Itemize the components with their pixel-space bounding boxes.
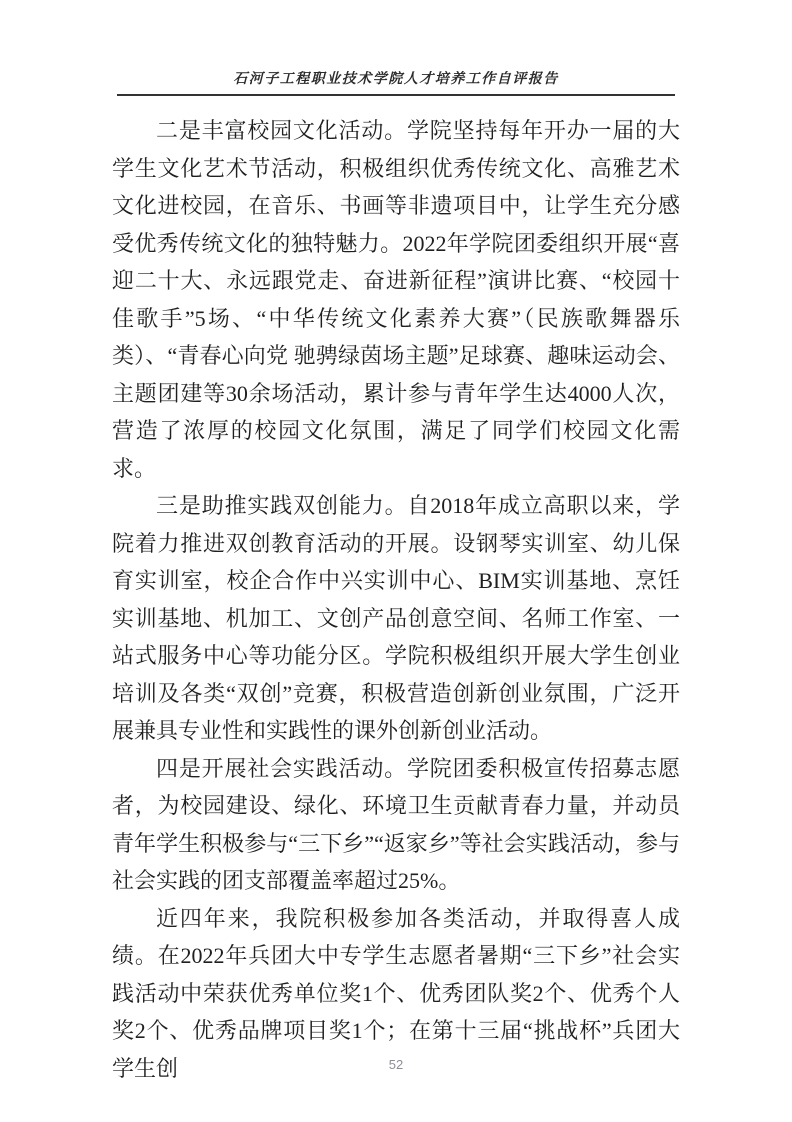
header-divider <box>117 94 675 96</box>
page-header <box>117 68 675 96</box>
page-footer <box>0 1056 792 1074</box>
paragraph-achievements: 近四年来，我院积极参加各类活动，并取得喜人成绩。在2022年兵团大中专学生志愿者暑期“三下乡”社会实践活动中荣获优秀单位奖1个、优秀团队奖2个、优秀个人奖2个、优秀品牌项目奖1个；在第十三届“挑战杯”兵团大学生创 <box>112 905 680 1081</box>
page-number: 52 <box>388 1057 404 1072</box>
paragraph-innovation-practice: 三是助推实践双创能力。自2018年成立高职以来，学院着力推进双创教育活动的开展。设钢琴实训室、幼儿保育实训室，校企合作中兴实训中心、BIM实训基地、烹饪实训基地、机加工、文创产品创意空间、名师工作室、一站式服务中心等功能分区。学院积极组织开展大学生创业培训及各类“双创”竞赛，积极营造创新创业氛围，广泛开展兼具专业性和实践性的课外创新创业活动。 <box>112 493 680 743</box>
paragraph-campus-culture: 二是丰富校园文化活动。学院坚持每年开办一届的大学生文化艺术节活动，积极组织优秀传统文化、高雅艺术文化进校园，在音乐、书画等非遗项目中，让学生充分感受优秀传统文化的独特魅力。2022年学院团委组织开展“喜迎二十大、永远跟党走、奋进新征程”演讲比赛、“校园十佳歌手”5场、“中华传统文化素养大赛”（民族歌舞器乐类）、“青春心向党 驰骋绿茵场主题”足球赛、趣味运动会、主题团建等30余场活动，累计参与青年学生达4000人次，营造了浓厚的校园文化氛围，满足了同学们校园文化需求。 <box>112 118 680 481</box>
document-body <box>112 112 680 1087</box>
paragraph-social-practice: 四是开展社会实践活动。学院团委积极宣传招募志愿者，为校园建设、绿化、环境卫生贡献青春力量，并动员青年学生积极参与“三下乡”“返家乡”等社会实践活动，参与社会实践的团支部覆盖率超过25%。 <box>112 755 680 893</box>
header-title: 石河子工程职业技术学院人才培养工作自评报告 <box>233 72 559 87</box>
